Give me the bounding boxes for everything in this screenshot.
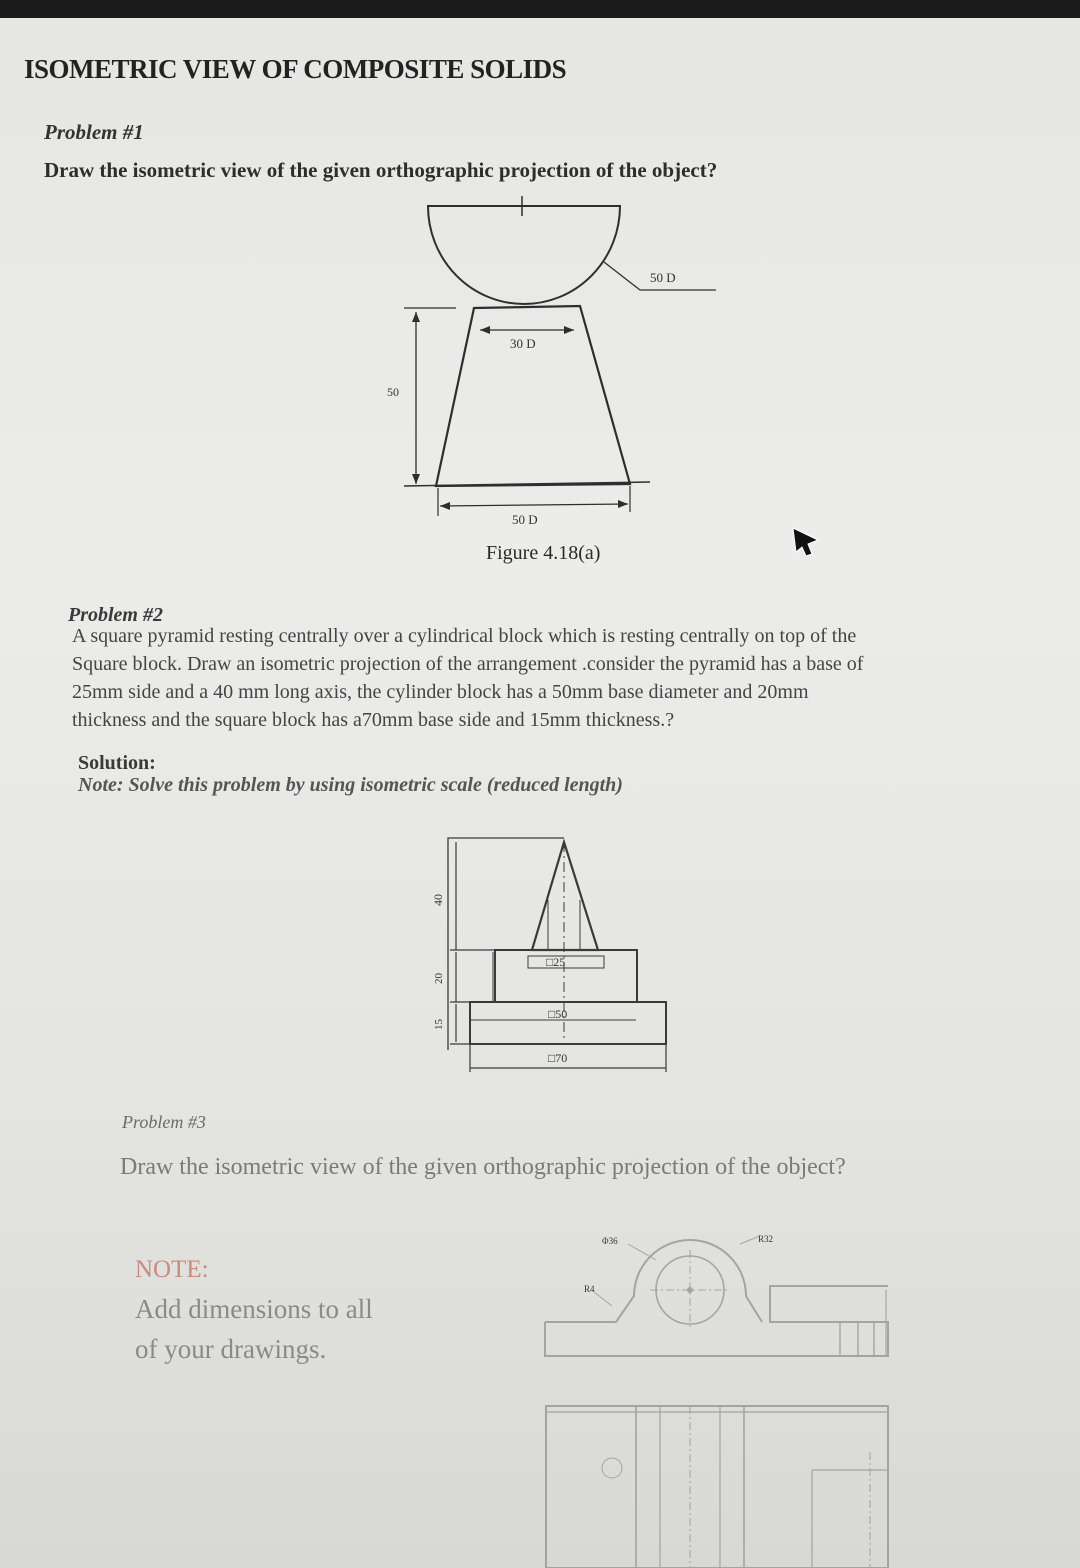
square-block xyxy=(470,1002,666,1044)
dim-inner: R32 xyxy=(758,1234,774,1244)
problem2-line: A square pyramid resting centrally over a cylindrical block which is resting centrally on top of the xyxy=(72,625,857,647)
problem3-figure xyxy=(545,1236,888,1568)
problem1-question: Draw the isometric view of the given orthographic projection of the object? xyxy=(44,158,718,182)
hemisphere-shape xyxy=(428,206,620,304)
frustum-shape xyxy=(436,306,630,486)
cylinder-block xyxy=(495,950,637,1002)
dim-base-diameter: 50 D xyxy=(512,512,538,527)
dim-left: R4 xyxy=(584,1284,595,1294)
note-heading: NOTE: xyxy=(135,1256,209,1283)
problem3-label: Problem #3 xyxy=(122,1112,206,1132)
problem3-question: Draw the isometric view of the given orthographic projection of the object? xyxy=(120,1154,846,1180)
problem2-line: 25mm side and a 40 mm long axis, the cylinder block has a 50mm base diameter and 20mm xyxy=(72,681,809,703)
dim-height: 50 xyxy=(387,385,399,399)
construction-box xyxy=(448,838,564,1050)
label-block: □70 xyxy=(548,1051,568,1065)
solution-note: Note: Solve this problem by using isometric scale (reduced length) xyxy=(78,774,623,796)
problem1-label: Problem #1 xyxy=(44,120,144,144)
note-line: Add dimensions to all xyxy=(135,1294,373,1324)
pyramid-shape xyxy=(532,842,598,950)
label-cylinder: □50 xyxy=(548,1007,568,1021)
problem2-line: Square block. Draw an isometric projection of the arrangement .consider the pyramid has a base of xyxy=(72,653,864,675)
dim-neck-diameter: 30 D xyxy=(510,336,536,351)
dim-line-base xyxy=(440,504,628,506)
problem2-line: thickness and the square block has a70mm base side and 15mm thickness.? xyxy=(72,709,675,731)
label-pyramid-base: □25 xyxy=(546,955,566,969)
figure-4-18a xyxy=(404,196,716,516)
figure-caption: Figure 4.18(a) xyxy=(486,542,601,564)
dim-cylinder-thickness: 20 xyxy=(433,973,445,984)
dim-pyramid-axis: 40 xyxy=(431,894,445,906)
dim-top-diameter: 50 D xyxy=(650,270,676,285)
problem2-label: Problem #2 xyxy=(68,604,163,626)
solution-label: Solution: xyxy=(78,752,156,774)
mouse-pointer-icon xyxy=(793,528,818,556)
note-line: of your drawings. xyxy=(135,1334,327,1364)
front-view-outline xyxy=(545,1240,888,1356)
dim-block-thickness: 15 xyxy=(433,1019,445,1030)
problem2-body xyxy=(72,622,1048,734)
dim-outer: Φ36 xyxy=(602,1236,618,1246)
top-view-outline xyxy=(546,1406,888,1568)
page-title: ISOMETRIC VIEW OF COMPOSITE SOLIDS xyxy=(24,54,567,84)
